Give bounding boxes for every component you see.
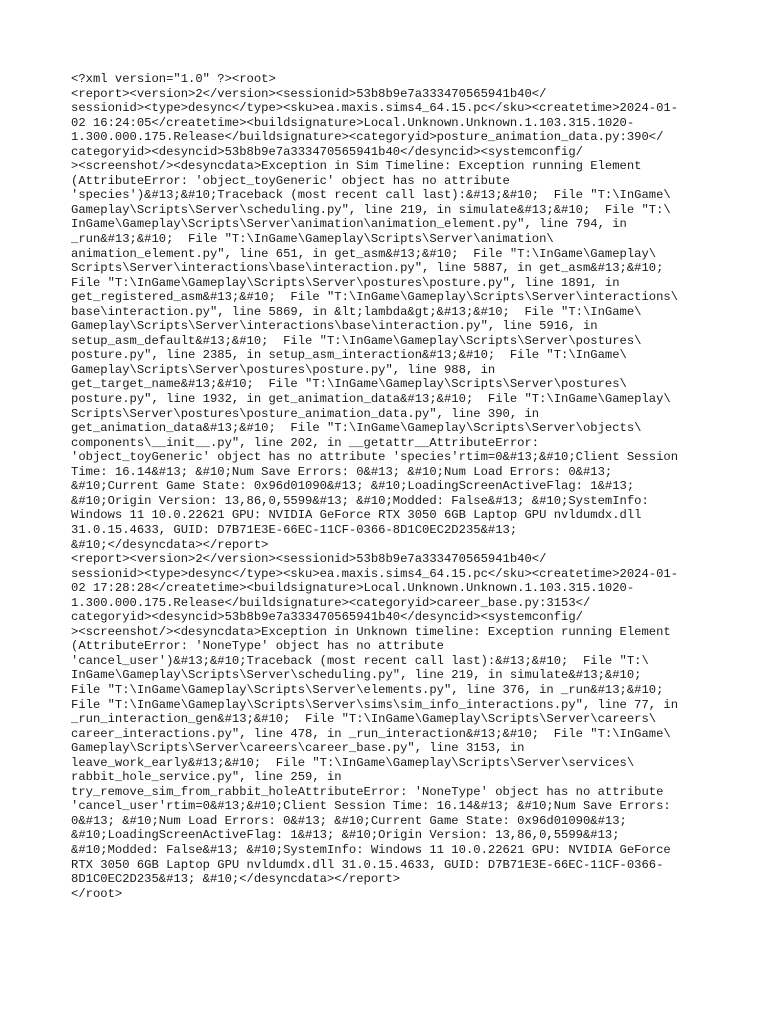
- text-line: &#10;LoadingScreenActiveFlag: 1&#13; &#10;Origin Version: 13,86,0,5599&#13;: [71, 828, 620, 843]
- text-line: rabbit_hole_service.py", line 259, in: [71, 770, 342, 785]
- text-line: 0&#13; &#10;Num Load Errors: 0&#13; &#10;Current Game State: 0x96d01090&#13;: [71, 813, 627, 828]
- text-line: InGame\Gameplay\Scripts\Server\scheduling.py", line 219, in simulate&#13;&#10;: [71, 668, 642, 683]
- text-line: &#10;Modded: False&#13; &#10;SystemInfo: Windows 11 10.0.22621 GPU: NVIDIA GeForce: [71, 842, 671, 857]
- text-line: InGame\Gameplay\Scripts\Server\animation\animation_element.py", line 794, in: [71, 217, 627, 232]
- text-line: </root>: [71, 886, 123, 901]
- text-line: &#10;Origin Version: 13,86,0,5599&#13; &#10;Modded: False&#13; &#10;SystemInfo:: [71, 493, 649, 508]
- text-line: 02 16:24:05</createtime><buildsignature>Local.Unknown.Unknown.1.103.315.1020-: [71, 115, 635, 130]
- text-line: categoryid><desyncid>53b8b9e7a333470565941b40</desyncid><systemconfig/: [71, 144, 583, 159]
- text-line: File "T:\InGame\Gameplay\Scripts\Server\postures\posture.py", line 1891, in: [71, 275, 620, 290]
- text-line: get_registered_asm&#13;&#10; File "T:\InGame\Gameplay\Scripts\Server\interactions\: [71, 290, 679, 305]
- text-line: animation_element.py", line 651, in get_asm&#13;&#10; File "T:\InGame\Gameplay\: [71, 246, 657, 261]
- text-line: (AttributeError: 'NoneType' object has no attribute: [71, 639, 444, 654]
- text-line: Gameplay\Scripts\Server\careers\career_base.py", line 3153, in: [71, 741, 525, 756]
- text-line: 31.0.15.4633, GUID: D7B71E3E-66EC-11CF-0366-8D1C0EC2D235&#13;: [71, 522, 518, 537]
- text-line: Time: 16.14&#13; &#10;Num Save Errors: 0&#13; &#10;Num Load Errors: 0&#13;: [71, 464, 613, 479]
- text-line: components\__init__.py", line 202, in __getattr__AttributeError:: [71, 435, 540, 450]
- text-line: leave_work_early&#13;&#10; File "T:\InGame\Gameplay\Scripts\Server\services\: [71, 755, 635, 770]
- document-page: [71, 72, 711, 901]
- text-line: career_interactions.py", line 478, in _run_interaction&#13;&#10; File "T:\InGame\: [71, 726, 671, 741]
- text-line: <report><version>2</version><sessionid>53b8b9e7a333470565941b40</: [71, 86, 547, 101]
- text-line: ><screenshot/><desyncdata>Exception in Unknown timeline: Exception running Element: [71, 624, 671, 639]
- text-line: posture.py", line 2385, in setup_asm_interaction&#13;&#10; File "T:\InGame\: [71, 348, 627, 363]
- text-line: Windows 11 10.0.22621 GPU: NVIDIA GeForce RTX 3050 6GB Laptop GPU nvldumdx.dll: [71, 508, 642, 523]
- text-line: Gameplay\Scripts\Server\postures\posture.py", line 988, in: [71, 362, 496, 377]
- text-line: File "T:\InGame\Gameplay\Scripts\Server\sims\sim_info_interactions.py", line 77, in: [71, 697, 679, 712]
- text-line: ><screenshot/><desyncdata>Exception in Sim Timeline: Exception running Element: [71, 159, 642, 174]
- text-line: _run_interaction_gen&#13;&#10; File "T:\InGame\Gameplay\Scripts\Server\careers\: [71, 712, 657, 727]
- text-line: &#10;Current Game State: 0x96d01090&#13; &#10;LoadingScreenActiveFlag: 1&#13;: [71, 479, 635, 494]
- text-line: 'cancel_user'rtim=0&#13;&#10;Client Session Time: 16.14&#13; &#10;Num Save Errors:: [71, 799, 671, 814]
- text-line: <?xml version="1.0" ?><root>: [71, 72, 276, 86]
- text-line: 8D1C0EC2D235&#13; &#10;</desyncdata></report>: [71, 872, 401, 887]
- text-line: 02 17:28:28</createtime><buildsignature>Local.Unknown.Unknown.1.103.315.1020-: [71, 581, 635, 596]
- text-line: Scripts\Server\postures\posture_animation_data.py", line 390, in: [71, 406, 540, 421]
- text-line: sessionid><type>desync</type><sku>ea.maxis.sims4_64.15.pc</sku><createtime>2024-01-: [71, 566, 679, 581]
- text-line: try_remove_sim_from_rabbit_holeAttributeError: 'NoneType' object has no attribute: [71, 784, 664, 799]
- text-line: _run&#13;&#10; File "T:\InGame\Gameplay\Scripts\Server\animation\: [71, 232, 554, 247]
- text-line: 'cancel_user')&#13;&#10;Traceback (most recent call last):&#13;&#10; File "T:\: [71, 653, 649, 668]
- text-line: posture.py", line 1932, in get_animation_data&#13;&#10; File "T:\InGame\Gameplay\: [71, 392, 671, 407]
- text-line: Gameplay\Scripts\Server\interactions\base\interaction.py", line 5916, in: [71, 319, 598, 334]
- text-line: 'object_toyGeneric' object has no attribute 'species'rtim=0&#13;&#10;Client Session: [71, 450, 679, 465]
- text-line: <report><version>2</version><sessionid>53b8b9e7a333470565941b40</: [71, 552, 547, 567]
- text-line: setup_asm_default&#13;&#10; File "T:\InGame\Gameplay\Scripts\Server\postures\: [71, 333, 642, 348]
- text-line: RTX 3050 6GB Laptop GPU nvldumdx.dll 31.0.15.4633, GUID: D7B71E3E-66EC-11CF-0366-: [71, 857, 664, 872]
- text-line: base\interaction.py", line 5869, in &lt;lambda&gt;&#13;&#10; File "T:\InGame\: [71, 304, 642, 319]
- text-line: 1.300.000.175.Release</buildsignature><categoryid>posture_animation_data.py:390</: [71, 130, 664, 145]
- text-line: get_target_name&#13;&#10; File "T:\InGame\Gameplay\Scripts\Server\postures\: [71, 377, 627, 392]
- text-line: get_animation_data&#13;&#10; File "T:\InGame\Gameplay\Scripts\Server\objects\: [71, 421, 642, 436]
- text-line: &#10;</desyncdata></report>: [71, 537, 269, 552]
- text-line: (AttributeError: 'object_toyGeneric' object has no attribute: [71, 173, 510, 188]
- text-line: Scripts\Server\interactions\base\interaction.py", line 5887, in get_asm&#13;&#10;: [71, 261, 664, 276]
- text-line: sessionid><type>desync</type><sku>ea.maxis.sims4_64.15.pc</sku><createtime>2024-01-: [71, 101, 679, 116]
- text-line: File "T:\InGame\Gameplay\Scripts\Server\elements.py", line 376, in _run&#13;&#10;: [71, 682, 664, 697]
- text-line: categoryid><desyncid>53b8b9e7a333470565941b40</desyncid><systemconfig/: [71, 610, 583, 625]
- text-line: 1.300.000.175.Release</buildsignature><categoryid>career_base.py:3153</: [71, 595, 591, 610]
- text-line: 'species')&#13;&#10;Traceback (most recent call last):&#13;&#10; File "T:\InGame\: [71, 188, 671, 203]
- text-line: Gameplay\Scripts\Server\scheduling.py", line 219, in simulate&#13;&#10; File "T:\: [71, 202, 671, 217]
